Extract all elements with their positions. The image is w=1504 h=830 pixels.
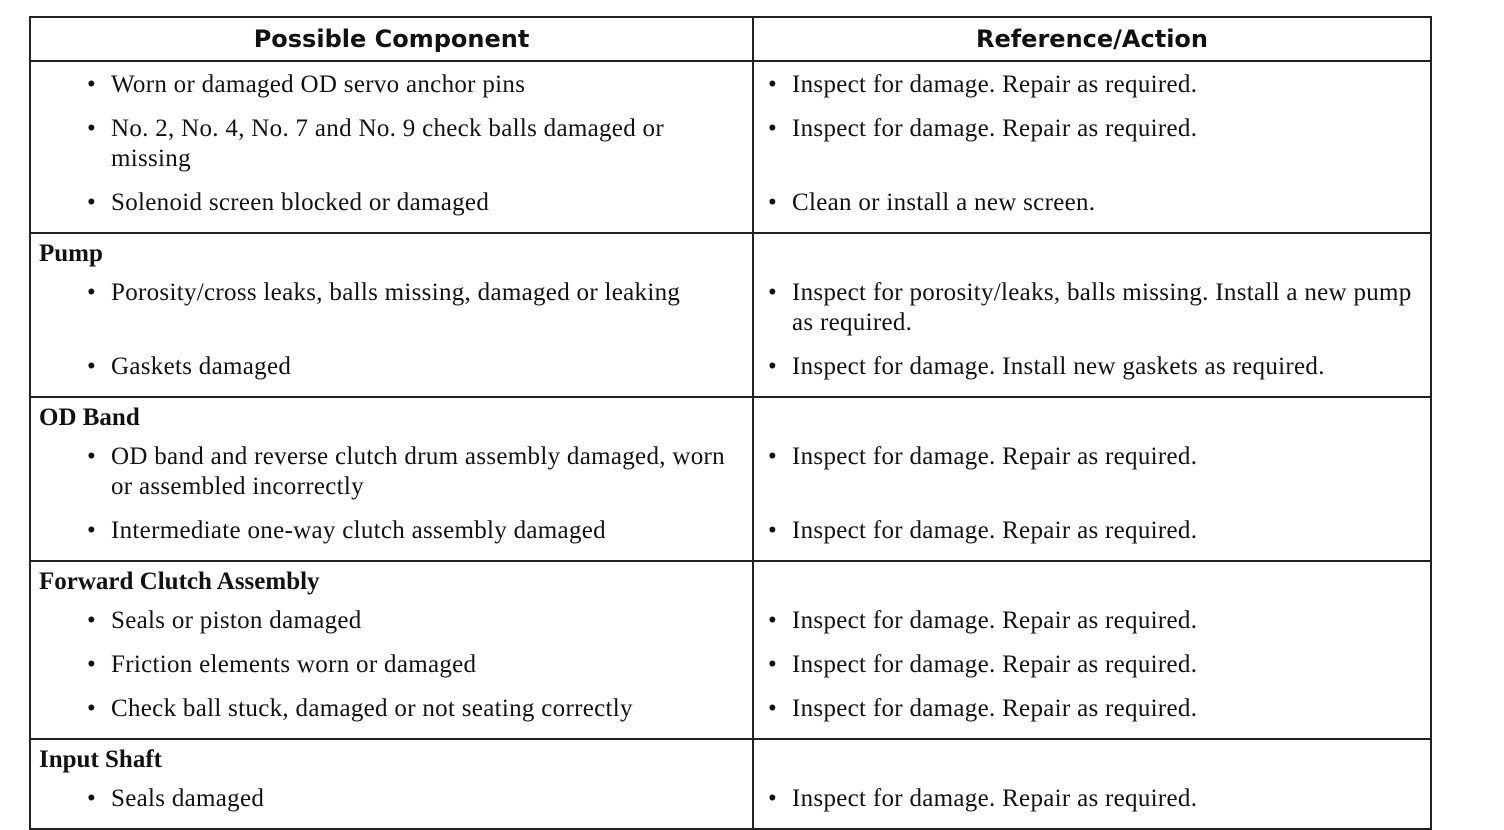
section-title-spacer [754, 234, 1430, 278]
bullet-icon: • [87, 189, 97, 216]
section-title: Forward Clutch Assembly [39, 568, 320, 595]
component-item [31, 278, 752, 338]
bullet-icon: • [87, 607, 97, 634]
action-item [754, 70, 1430, 100]
component-item [31, 70, 752, 100]
action-item [754, 442, 1430, 502]
section-title-spacer [754, 740, 1430, 784]
action-text: Inspect for damage. Repair as required. [792, 695, 1198, 722]
action-text: Inspect for damage. Repair as required. [792, 785, 1198, 812]
action-text: Inspect for damage. Repair as required. [792, 71, 1198, 98]
action-item [754, 650, 1430, 680]
bullet-icon: • [87, 695, 97, 722]
bullet-icon: • [768, 517, 778, 544]
table-body [31, 62, 1430, 828]
component-text: No. 2, No. 4, No. 7 and No. 9 check balls damaged or missing [111, 115, 664, 172]
action-column [754, 740, 1430, 828]
action-text: Inspect for damage. Repair as required. [792, 115, 1198, 142]
header-reference-action: Reference/Action [975, 25, 1209, 53]
bullet-icon: • [87, 785, 97, 812]
action-text: Inspect for damage. Install new gaskets as required. [792, 353, 1325, 380]
section-title: Pump [39, 240, 103, 267]
action-text: Inspect for damage. Repair as required. [792, 607, 1198, 634]
bullet-icon: • [87, 443, 97, 470]
component-item [31, 188, 752, 218]
action-column [754, 562, 1430, 738]
action-item [754, 784, 1430, 814]
table-section [31, 398, 1430, 562]
action-item [754, 516, 1430, 546]
action-column [754, 234, 1430, 396]
action-text: Inspect for porosity/leaks, balls missing. Install a new pump as required. [792, 279, 1412, 336]
component-item [31, 352, 752, 382]
component-text: Intermediate one-way clutch assembly damaged [111, 517, 606, 544]
component-text: Gaskets damaged [111, 353, 292, 380]
action-item [754, 114, 1430, 174]
component-item [31, 606, 752, 636]
section-title: Input Shaft [39, 746, 162, 773]
action-text: Inspect for damage. Repair as required. [792, 651, 1198, 678]
component-item [31, 650, 752, 680]
component-text: Check ball stuck, damaged or not seating correctly [111, 695, 633, 722]
bullet-icon: • [768, 695, 778, 722]
table-section [31, 740, 1430, 828]
section-title-spacer [754, 398, 1430, 442]
table-header [31, 18, 1430, 62]
component-text: OD band and reverse clutch drum assembly damaged, worn or assembled incorrectly [111, 443, 725, 500]
bullet-icon: • [768, 651, 778, 678]
component-item [31, 114, 752, 174]
table-section [31, 62, 1430, 234]
action-column [754, 62, 1430, 232]
component-text: Worn or damaged OD servo anchor pins [111, 71, 526, 98]
action-item [754, 188, 1430, 218]
component-column [31, 234, 754, 396]
bullet-icon: • [768, 71, 778, 98]
bullet-icon: • [87, 115, 97, 142]
bullet-icon: • [768, 189, 778, 216]
section-title: OD Band [39, 404, 140, 431]
action-item [754, 352, 1430, 382]
bullet-icon: • [768, 115, 778, 142]
component-column [31, 740, 754, 828]
component-item [31, 442, 752, 502]
component-column [31, 62, 754, 232]
component-text: Solenoid screen blocked or damaged [111, 189, 490, 216]
bullet-icon: • [768, 443, 778, 470]
component-item [31, 694, 752, 724]
component-text: Seals or piston damaged [111, 607, 362, 634]
bullet-icon: • [768, 353, 778, 380]
action-text: Inspect for damage. Repair as required. [792, 443, 1198, 470]
component-text: Friction elements worn or damaged [111, 651, 477, 678]
component-column [31, 398, 754, 560]
component-column [31, 562, 754, 738]
component-text: Seals damaged [111, 785, 265, 812]
bullet-icon: • [87, 517, 97, 544]
section-title-spacer [754, 562, 1430, 606]
action-item [754, 694, 1430, 724]
table-section [31, 234, 1430, 398]
bullet-icon: • [87, 71, 97, 98]
action-text: Clean or install a new screen. [792, 189, 1096, 216]
header-possible-component: Possible Component [31, 18, 754, 60]
component-text: Porosity/cross leaks, balls missing, damaged or leaking [111, 279, 681, 306]
bullet-icon: • [768, 279, 778, 306]
bullet-icon: • [768, 607, 778, 634]
component-item [31, 784, 752, 814]
table-section [31, 562, 1430, 740]
action-column [754, 398, 1430, 560]
bullet-icon: • [87, 279, 97, 306]
bullet-icon: • [87, 651, 97, 678]
bullet-icon: • [87, 353, 97, 380]
component-item [31, 516, 752, 546]
action-text: Inspect for damage. Repair as required. [792, 517, 1198, 544]
bullet-icon: • [768, 785, 778, 812]
diagnosis-table [29, 16, 1432, 830]
action-item [754, 606, 1430, 636]
action-item [754, 278, 1430, 338]
